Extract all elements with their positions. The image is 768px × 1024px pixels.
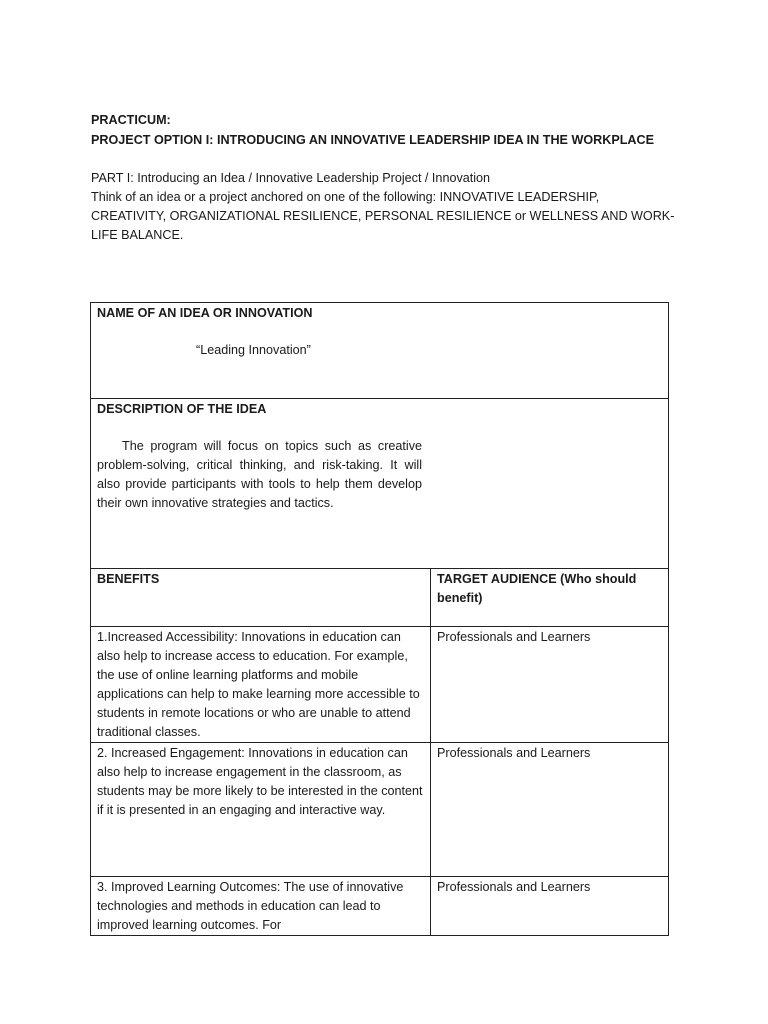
audience-cell: [431, 877, 669, 936]
instruction-line-3: LIFE BALANCE.: [91, 228, 184, 242]
description-label: DESCRIPTION OF THE IDEA: [97, 402, 267, 416]
benefit-cell: [91, 743, 431, 877]
idea-name-value: “Leading Innovation”: [196, 343, 311, 357]
benefits-header-row: [91, 569, 669, 627]
idea-name-row: [91, 303, 669, 399]
audience-header-cell: [431, 569, 669, 627]
idea-table: [90, 302, 669, 936]
audience-text: Professionals and Learners: [437, 630, 591, 644]
instruction-line-2: CREATIVITY, ORGANIZATIONAL RESILIENCE, PERSONAL RESILIENCE or WELLNESS AND WORK-: [91, 209, 675, 223]
description-row: [91, 399, 669, 569]
idea-name-label: NAME OF AN IDEA OR INNOVATION: [97, 306, 313, 320]
idea-name-cell: [91, 303, 669, 399]
benefit-cell: [91, 877, 431, 936]
audience-cell: [431, 627, 669, 743]
description-text: The program will focus on topics such as creative problem-solving, critical thinking, and risk-taking. It will also provide participants with tools to help them develop their own innovative strategies and tactics.: [97, 439, 422, 510]
description-cell: [91, 399, 669, 569]
audience-text: Professionals and Learners: [437, 880, 591, 894]
instruction-line-1: Think of an idea or a project anchored on one of the following: INNOVATIVE LEADERSHIP,: [91, 190, 600, 204]
table-row: [91, 877, 669, 936]
benefits-header-cell: [91, 569, 431, 627]
part-title: PART I: Introducing an Idea / Innovative Leadership Project / Innovation: [91, 171, 491, 185]
audience-text: Professionals and Learners: [437, 746, 591, 760]
benefit-cell: [91, 627, 431, 743]
benefits-label: BENEFITS: [97, 572, 160, 586]
target-audience-label: TARGET AUDIENCE (Who should benefit): [437, 572, 637, 605]
benefit-text: 2. Increased Engagement: Innovations in education can also help to increase engagement in the classroom, as students may be more likely to be interested in the content if it is presented in an engaging and interactive way.: [97, 746, 423, 817]
benefit-text: 1.Increased Accessibility: Innovations in education can also help to increase access to education. For example, the use of online learning platforms and mobile applications can help to make learning more accessible to students in remote locations or who are unable to attend traditional classes.: [97, 630, 420, 739]
practicum-heading: PRACTICUM:: [91, 113, 171, 127]
benefit-text: 3. Improved Learning Outcomes: The use of innovative technologies and methods in education can lead to improved learning outcomes. For: [97, 880, 404, 932]
project-option-heading: PROJECT OPTION I: INTRODUCING AN INNOVATIVE LEADERSHIP IDEA IN THE WORKPLACE: [91, 133, 655, 147]
table-row: [91, 743, 669, 877]
audience-cell: [431, 743, 669, 877]
table-row: [91, 627, 669, 743]
